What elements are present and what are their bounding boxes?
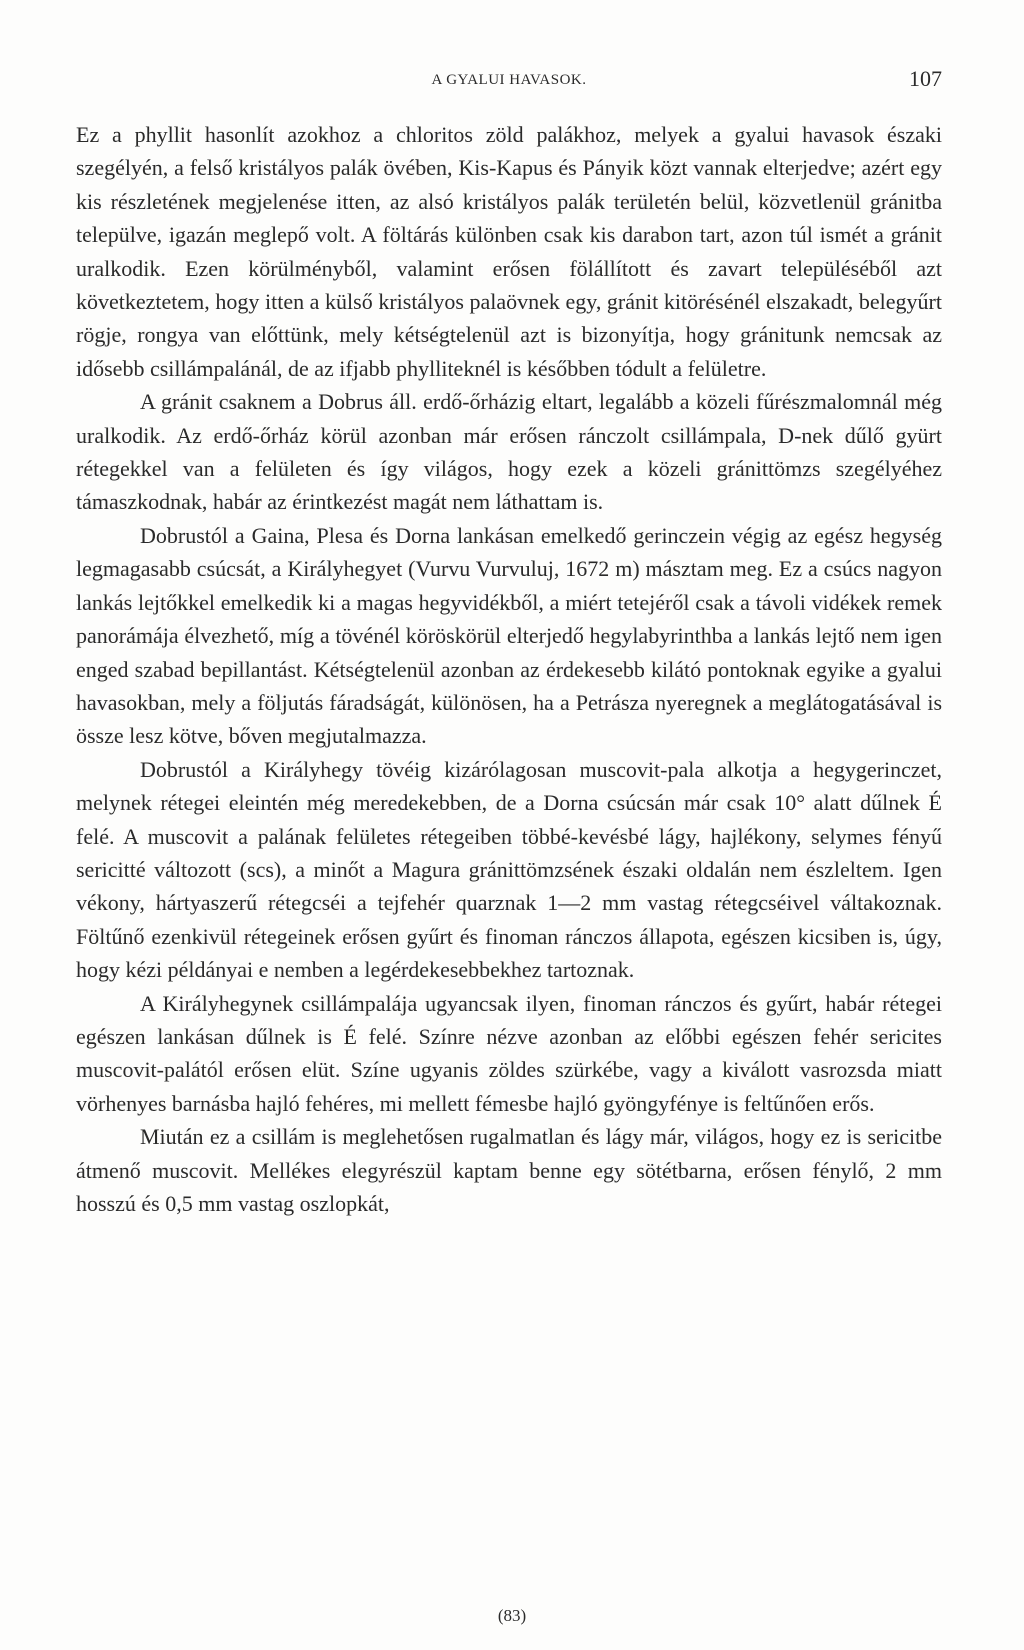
running-title: A GYALUI HAVASOK.	[431, 72, 587, 88]
paragraph-4: Dobrustól a Királyhegy tövéig kizárólagosan muscovit-pala alkotja a hegygerinczet, melynek rétegei eleintén még meredekebben, de a Dorna csúcsán már csak 10° alatt dűlnek É felé. A muscovit a palának felületes rétegeiben többé-kevésbé lágy, hajlékony, selymes fényű sericitté változott (scs), a minőt a Magura gránittömzsének északi oldalán nem észleltem. Igen vékony, hártyaszerű rétegcséi a tejfehér quarznak 1—2 mm vastag rétegcséivel váltakoznak. Föltűnő ezenkivül rétegeinek erősen gyűrt és finoman ránczos állapota, egészen kicsiben is, úgy, hogy kézi példányai e nemben a legérdekesebbekhez tartoznak.	[76, 756, 942, 983]
page-number: 107	[909, 66, 942, 91]
body-text	[76, 118, 942, 1220]
paragraph-3: Dobrustól a Gaina, Plesa és Dorna lankásan emelkedő gerinczein végig az egész hegység legmagasabb csúcsát, a Királyhegyet (Vurvu Vurvuluj, 1672 m) másztam meg. Ez a csúcs nagyon lankás lejtőkkel emelkedik ki a magas hegyvidékből, a miért tetejéről csak a távoli vidékek remek panorámája élvezhető, míg a tövénél köröskörül elterjedő hegylabyrinthba a lankás lejtő nem igen enged szabad bepillantást. Kétségtelenül azonban az érdekesebb kilátó pontoknak egyike a gyalui havasokban, mely a följutás fáradságát, különösen, ha a Petrásza nyeregnek a meglátogatásával is össze lesz kötve, bőven megjutalmazza.	[76, 522, 942, 749]
paragraph-6: Miután ez a csillám is meglehetősen rugalmatlan és lágy már, világos, hogy ez is sericitbe átmenő muscovit. Mellékes elegyrészül kaptam benne egy sötétbarna, erősen fénylő, 2 mm hosszú és 0,5 mm vastag oszlopkát,	[76, 1124, 942, 1216]
paragraph-1: Ez a phyllit hasonlít azokhoz a chloritos zöld palákhoz, melyek a gyalui havasok északi szegélyén, a felső kristályos palák övében, Kis-Kapus és Pányik közt vannak elterjedve; azért egy kis részletének megjelenése itten, az alsó kristályos palák területén belül, közvetlenül gránitba települve, igazán meglepő volt. A föltárás különben csak kis darabon tart, azon túl ismét a gránit uralkodik. Ezen körülményből, valamint erősen fölállított és zavart településéből azt következtetem, hogy itten a külső kristályos palaövnek egy, gránit kitörésénél elszakadt, belegyűrt rögje, rongya van előttünk, mely kétségtelenül azt is bizonyítja, hogy gránitunk nemcsak az idősebb csillámpalánál, de az ifjabb phylliteknél is későbben tódult a felületre.	[76, 122, 942, 381]
paragraph-5: A Királyhegynek csillámpalája ugyancsak ilyen, finoman ránczos és gyűrt, habár rétegei egészen lankásan dűlnek is É felé. Színre nézve azonban az előbbi egészen fehér sericites muscovit-palától erősen elüt. Színe ugyanis zöldes szürkébe, vagy a kiválott vasrozsda miatt vörhenyes barnásba hajló fehéres, mi mellett fémesbe hajló gyöngyfénye is feltűnően erős.	[76, 990, 942, 1116]
paragraph-2: A gránit csaknem a Dobrus áll. erdő-őrházig eltart, legalább a közeli fűrészmalomnál még uralkodik. Az erdő-őrház körül azonban már erősen ránczolt csillámpala, D-nek dűlő gyürt rétegekkel van a felületen és így világos, hogy ezek a közeli gránittömzs szegélyéhez támaszkodnak, habár az érintkezést magát nem láthattam is.	[76, 389, 942, 515]
running-head	[76, 64, 942, 94]
signature-mark: (83)	[497, 1606, 527, 1625]
